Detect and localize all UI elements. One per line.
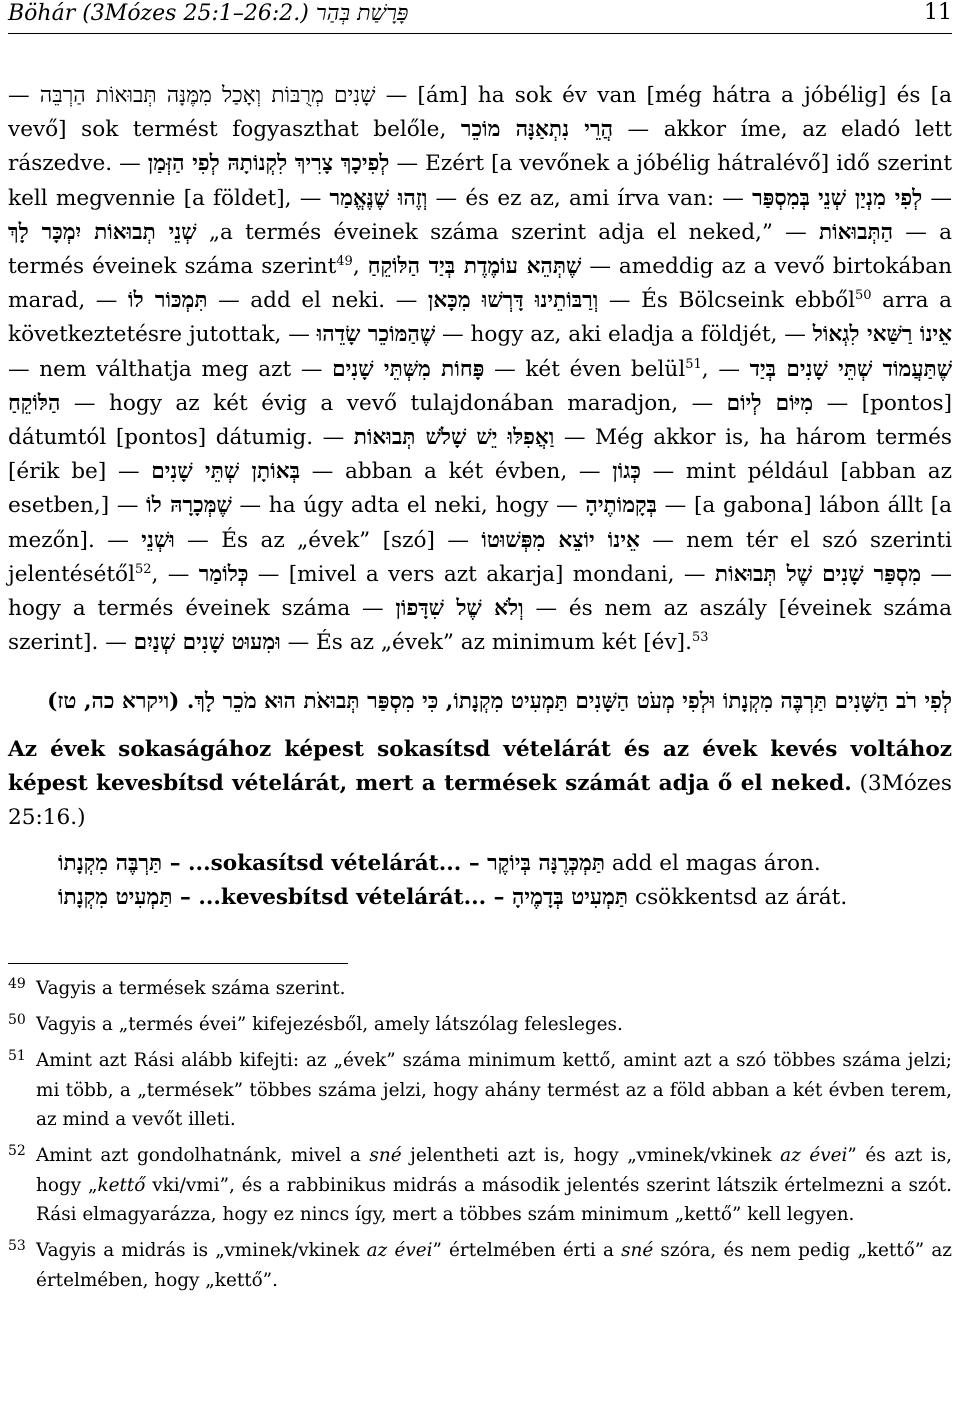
hebrew-phrase: מִסְפַּר שָׁנִים שֶׁל תְּבוּאוֹת xyxy=(714,561,922,587)
text-span: — שָׁנִים מְרֻבּוֹת וְאָכַל מִמֶּנָּה תְּבוּאוֹת הַרְבֵּה — [ám] ha sok év van [még hátra a jóbélig] xyxy=(8,83,897,108)
hebrew-phrase: מִיּוֹם לְיוֹם xyxy=(726,390,814,416)
hebrew-phrase: הֲרֵי נִתְאַנָּה מוֹכֵר xyxy=(460,117,613,143)
footnotes xyxy=(8,974,952,1295)
footnote xyxy=(8,1010,952,1040)
header-rule xyxy=(8,33,952,34)
text-span: — xyxy=(922,185,952,211)
footnote-text: Amint azt gondolhatnánk, mivel a xyxy=(36,1144,370,1166)
hebrew-phrase: בְּמִסְפַּר xyxy=(752,185,810,211)
hebrew-phrase: לְפִי מִנְיַן שְׁנֵי xyxy=(818,185,923,211)
text-span: , — xyxy=(701,356,750,382)
hebrew-phrase: תַּמְעִיט בְּדָמֶיהָ xyxy=(512,885,629,911)
hebrew-phrase: הַתְּבוּאוֹת xyxy=(818,219,894,245)
hebrew-phrase: שְׁנֵי תְבוּאוֹת יִמְכָּר לָךְ xyxy=(8,219,197,245)
gloss-meaning: – ...kevesbítsd vételárát... – xyxy=(172,885,513,911)
text-span: — akkor íme, az eladó lett rászedve. — xyxy=(8,117,952,177)
text-span: , xyxy=(352,254,368,280)
hebrew-phrase: שֶׁהַמּוֹכֵר שָׂדֵהוּ xyxy=(316,322,436,348)
text-span: — abban a két évben, — xyxy=(300,459,613,485)
footnote-text: vki/vmi”, és a rabbinikus midrás a második jelentés szerint látszik értelmezni a szót. Rási elmagyarázza, hogy ez nincs így, mert a többes szám minimum „kettő” kell legyen. xyxy=(36,1174,952,1226)
footnote-text: ” és azt is, hogy „ xyxy=(36,1144,952,1196)
footnote-ref[interactable]: 50 xyxy=(855,288,872,304)
footnote xyxy=(8,1236,952,1295)
gloss-translation: add el magas áron. xyxy=(605,851,821,877)
header-title: Böhár (3Mózes 25:1–26:2.) פָּרָשַׁת בְּהַר xyxy=(8,1,409,26)
footnote-text: ” értelmében érti a xyxy=(432,1240,622,1262)
page-number: 11 xyxy=(924,0,952,25)
text-span: — hogy az két évig a vevő tulajdonában maradjon, — xyxy=(60,390,727,416)
footnote-mark: 49 xyxy=(8,976,26,993)
footnote-emphasis: az évei xyxy=(366,1240,433,1262)
footnote-ref[interactable]: 51 xyxy=(685,356,702,372)
hebrew-phrase: בְּאוֹתָן שְׁתֵּי שָׁנִים xyxy=(151,459,301,485)
gloss-line xyxy=(8,847,952,881)
text-span: — és nem az aszály [éveinek száma szerint]. — xyxy=(8,596,952,656)
text-span: — ameddig az a vevő birtokában marad, — xyxy=(8,254,952,314)
footnote-mark: 53 xyxy=(8,1238,26,1255)
hebrew-phrase: אֵינוֹ יוֹצֵא מִפְּשׁוּטוֹ xyxy=(481,527,640,553)
text-span: , — xyxy=(151,561,199,587)
footnote-text: Vagyis a termések száma szerint. xyxy=(36,978,346,1000)
footnote-text: Amint azt Rási alább kifejti: az „évek” száma minimum kettő, amint azt a szó többes száma jelzi; mi több, a „termések” többes száma jelzi, hogy ahány termést az a föld abban a két évben terem, az mind a vevőt illeti. xyxy=(36,1049,952,1131)
verse-block xyxy=(8,685,952,835)
hebrew-phrase: שֶׁתַּעֲמוֹד שְׁתֵּי שָׁנִים בְּיַד הַלּוֹקֵחַ xyxy=(8,356,953,416)
gloss-block xyxy=(8,847,952,915)
footnote-emphasis: az évei xyxy=(780,1144,848,1166)
footnote xyxy=(8,974,952,1004)
hebrew-phrase: אֵינוֹ רַשַּׁאי לִגְאוֹל xyxy=(812,322,953,348)
text-span: — [mivel a vers azt akarja] mondani, — xyxy=(248,561,715,587)
footnote-text: Vagyis a „termés évei” kifejezésből, amely látszólag felesleges. xyxy=(36,1014,623,1036)
text-span: — Ezért [a vevőnek a jóbélig hátralévő] idő szerint kell megvennie [a földet], — xyxy=(8,151,953,211)
hebrew-phrase: שֶׁמְּכָרָהּ לוֹ xyxy=(146,493,232,519)
footnote-mark: 52 xyxy=(8,1142,26,1159)
text-span: — [a gabona] lábon állt [a mezőn]. — xyxy=(8,493,952,553)
text-span: — Még akkor is, ha három termés [érik be] — xyxy=(8,425,952,485)
footnote xyxy=(8,1046,952,1135)
hebrew-phrase: שֶׁתְּהֵא עוֹמֶדֶת בְּיַד הַלּוֹקֵחַ xyxy=(367,254,582,280)
verse-hebrew: לְפִי רֹב הַשָּׁנִים תַּרְבֶּה מִקְנָתוֹ וּלְפִי מְעֹט הַשָּׁנִים תַּמְעִיט מִקְנָתוֹ, כִּי מִסְפַּר תְּבוּאֹת הוּא מֹכֵר לָךְ. (ויקרא כה, טז) xyxy=(47,689,952,715)
text-span: — mint például [abban az esetben,] — xyxy=(8,459,952,519)
hebrew-phrase: כְּלוֹמַר xyxy=(198,561,249,587)
footnote-text: Vagyis a midrás is „vminek/vkinek xyxy=(36,1240,367,1262)
footnote-ref[interactable]: 49 xyxy=(336,253,353,269)
hebrew-phrase: וּמִעוּט שָׁנִים שְׁנַיִם xyxy=(133,630,281,656)
running-header xyxy=(8,0,952,34)
footnote-text: jelentheti azt is, hogy „vminek/vkinek xyxy=(401,1144,781,1166)
footnote-rule xyxy=(8,963,348,964)
hebrew-phrase: וַאֲפִלּוּ יֵשׁ שָׁלֹשׁ תְּבוּאוֹת xyxy=(353,425,555,451)
page xyxy=(8,0,952,1301)
text-span: és [a vevő] sok termést fogyaszthat belőle, xyxy=(8,83,952,143)
footnote-text: szóra, és nem pedig „kettő” az értelmében, hogy „kettő”. xyxy=(36,1240,952,1291)
footnote-ref[interactable]: 53 xyxy=(691,630,709,646)
hebrew-phrase: תִּמְכּוֹר לוֹ xyxy=(127,288,208,314)
text-span: — add el neki. — xyxy=(207,288,428,314)
footnote-ref[interactable]: 52 xyxy=(134,561,152,577)
text-span: — És az „évek” [szó] — xyxy=(174,527,482,553)
commentary-text xyxy=(8,79,952,660)
gloss-meaning: – ...sokasítsd vételárát... – xyxy=(162,851,488,877)
text-span: — [pontos] dátumtól [pontos] dátumig. — xyxy=(8,390,952,451)
text-span: — hogy a termés éveinek száma — xyxy=(8,561,953,622)
text-span xyxy=(810,186,818,211)
hebrew-phrase: תַּמְכְּרֶנָּה בְּיוֹקֶר xyxy=(487,851,605,877)
text-span: — És az „évek” az minimum két [év]. xyxy=(280,630,692,656)
hebrew-phrase: כְּגוֹן xyxy=(612,459,641,485)
footnote-mark: 51 xyxy=(8,1047,26,1064)
text-span: — és ez az, ami írva van: — xyxy=(427,185,753,211)
hebrew-phrase: וְלֹא שֶׁל שִׁדָּפוֹן xyxy=(395,596,524,622)
gloss-line xyxy=(8,881,952,915)
text-span: — két éven belül xyxy=(484,356,686,382)
text-span: — a termés éveinek száma szerint xyxy=(8,219,952,280)
text-span: — nem válthatja meg azt — xyxy=(8,356,333,382)
hebrew-phrase: בְּקָמוֹתֶיהָ xyxy=(585,493,657,519)
text-span: „a termés éveinek száma szerint adja el neked,” — xyxy=(196,219,819,245)
footnote-emphasis: sné xyxy=(369,1144,402,1166)
verse-reference: (3Mózes 25:16.) xyxy=(8,771,952,831)
text-span: — És Bölcseink ebből xyxy=(598,288,856,314)
gloss-translation: csökkentsd az árát. xyxy=(628,885,848,911)
hebrew-phrase: פָּחוֹת מִשְּׁתֵּי שָׁנִים xyxy=(332,356,485,382)
verse-hungarian xyxy=(8,733,952,835)
footnote-emphasis: kettő xyxy=(97,1174,146,1196)
text-span: arra a következtetésre jutottak, — xyxy=(8,288,952,348)
hebrew-phrase: תַּמְעִיט מִקְנָתוֹ xyxy=(58,885,173,911)
hebrew-phrase: לְפִיכָךְ צָרִיךְ לִקְנוֹתָהּ לְפִי הַזְּמַן xyxy=(147,151,390,177)
text-span: — ha úgy adta el neki, hogy — xyxy=(231,493,586,519)
footnote xyxy=(8,1141,952,1230)
hebrew-phrase: וּשְׁנֵי xyxy=(141,527,175,553)
footnote-mark: 50 xyxy=(8,1012,26,1029)
hebrew-phrase: וְרַבּוֹתֵינוּ דָּרְשׁוּ מִכָּאן xyxy=(427,288,599,314)
hebrew-phrase: וְזֶהוּ שֶׁנֶּאֱמַר xyxy=(329,185,428,211)
verse-translation: Az évek sokaságához képest sokasítsd vételárát és az évek kevés voltához képest kevesbítsd vételárát, mert a termések számát adja ő el neked. xyxy=(8,737,952,797)
text-span: — hogy az, aki eladja a földjét, — xyxy=(435,322,813,348)
hebrew-phrase: תַּרְבֶּה מִקְנָתוֹ xyxy=(58,851,163,877)
footnote-emphasis: sné xyxy=(621,1240,654,1262)
text-span: — nem tér el szó szerinti jelentésétől xyxy=(8,527,952,587)
